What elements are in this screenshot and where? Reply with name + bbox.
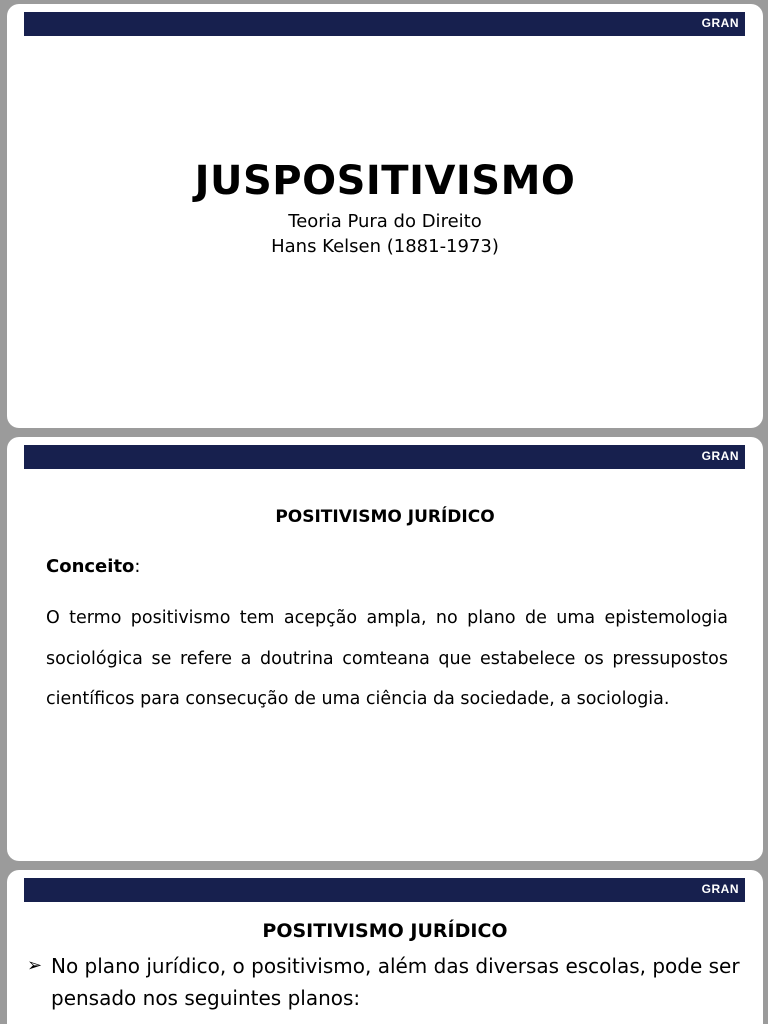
slide-heading: POSITIVISMO JURÍDICO — [275, 507, 495, 527]
concept-label-text: Conceito — [46, 556, 135, 577]
slide-header-bar — [24, 12, 745, 36]
brand-logo: GRAN — [701, 449, 739, 463]
slide-header-bar — [24, 878, 745, 902]
slide-1 — [7, 4, 763, 428]
concept-colon: : — [134, 556, 141, 577]
slide-heading: POSITIVISMO JURÍDICO — [262, 920, 508, 942]
slide-title: JUSPOSITIVISMO — [194, 158, 576, 204]
bullet-text: No plano jurídico, o positivismo, além das diversas escolas, pode ser pensado nos seguintes planos: — [51, 954, 740, 1010]
bullet-item — [27, 950, 752, 1014]
slide-2 — [7, 437, 763, 861]
slide-author: Hans Kelsen (1881-1973) — [271, 236, 499, 257]
concept-label — [46, 556, 141, 577]
slide-header-bar — [24, 445, 745, 469]
arrow-bullet-icon: ➢ — [27, 955, 43, 976]
slide-3 — [7, 870, 763, 1024]
brand-logo: GRAN — [701, 16, 739, 30]
brand-logo: GRAN — [701, 882, 739, 896]
slide-subtitle: Teoria Pura do Direito — [288, 211, 482, 232]
concept-paragraph: O termo positivismo tem acepção ampla, no plano de uma epistemologia sociológica se refere a doutrina comteana que estabelece os pressupostos científicos para consecução de uma ciência da sociedade, a sociologia. — [46, 608, 728, 709]
